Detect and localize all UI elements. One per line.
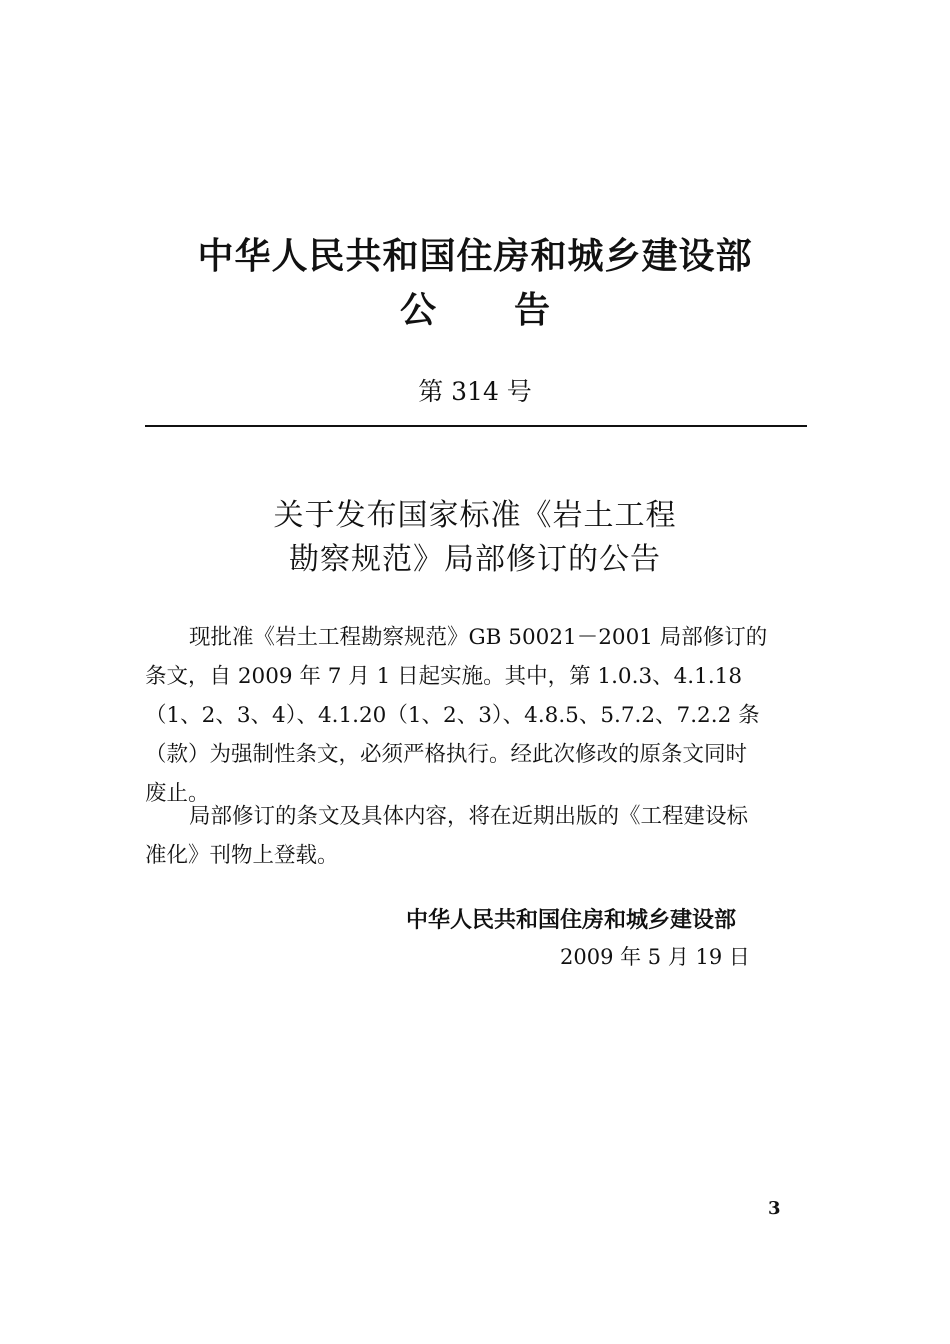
- announcement-number: 第 314 号: [418, 377, 532, 406]
- doc-type-char-1: 公: [399, 290, 436, 331]
- body-line: 准化》刊物上登载。: [145, 843, 339, 868]
- body-line: 局部修订的条文及具体内容，将在近期出版的《工程建设标: [189, 804, 749, 829]
- subject-line-1: 关于发布国家标准《岩土工程: [273, 498, 677, 533]
- issue-date: 2009 年 5 月 19 日: [560, 945, 750, 969]
- body-line: 废止。: [145, 781, 210, 806]
- subject-line-2: 勘察规范》局部修订的公告: [289, 542, 661, 577]
- body-paragraph-2: [145, 797, 807, 875]
- body-line: （1、2、3、4）、4.1.20（1、2、3）、4.8.5、5.7.2、7.2.2 条: [145, 703, 760, 728]
- document-type-heading: [0, 282, 950, 333]
- body-line: 条文，自 2009 年 7 月 1 日起实施。其中，第 1.0.3、4.1.18: [145, 664, 743, 689]
- issuer-title: 中华人民共和国住房和城乡建设部: [197, 236, 753, 277]
- page-number: 3: [768, 1198, 781, 1219]
- body-paragraph-1: [145, 618, 807, 813]
- header-divider: [145, 425, 807, 427]
- body-line: 现批准《岩土工程勘察规范》GB 50021－2001 局部修订的: [189, 625, 768, 650]
- body-line: （款）为强制性条文，必须严格执行。经此次修改的原条文同时: [145, 742, 748, 767]
- issuer-signature: 中华人民共和国住房和城乡建设部: [406, 908, 737, 933]
- doc-type-char-2: 告: [514, 290, 551, 331]
